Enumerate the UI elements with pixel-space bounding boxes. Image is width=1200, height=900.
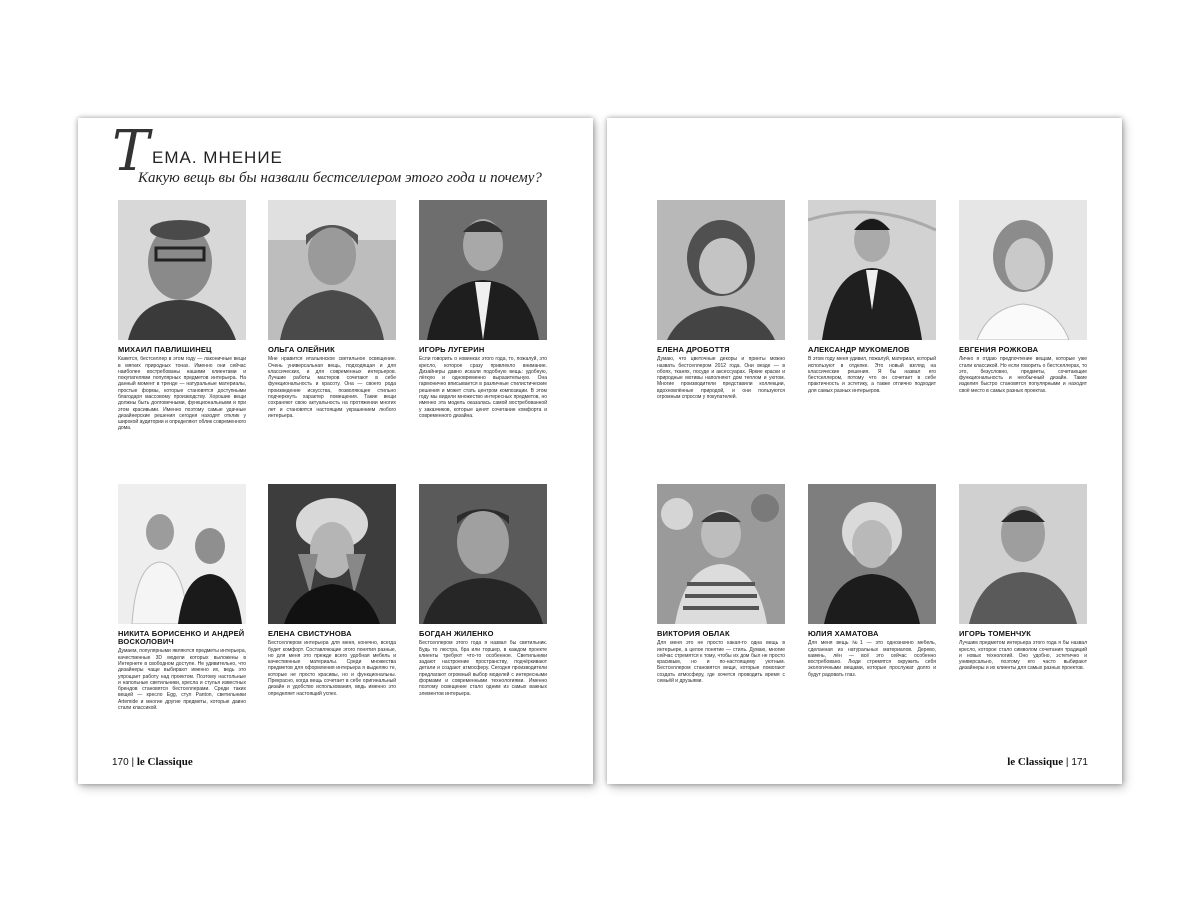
portrait-photo	[959, 200, 1087, 340]
person-answer: Бестселлером этого года я назвал бы светильник. Будь то люстра, бра или торшер, в каждом проекте клиенты требуют что-то особенное. Светильники задают настроение пространству, подчёркивают детали и создают атмосферу. Сегодня производители предлагают огромный выбор моделей с интересными формами и современными технологиями. Именно поэтому освещение стало одним из самых важных элементов интерьера.	[419, 640, 547, 697]
portrait-photo	[419, 484, 547, 624]
page-number: 170	[112, 757, 129, 768]
person-name: БОГДАН ЖИЛЕНКО	[419, 629, 494, 638]
person-name: НИКИТА БОРИСЕНКО И АНДРЕЙ ВОСКОЛОВИЧ	[118, 629, 245, 647]
portrait-photo	[419, 200, 547, 340]
person-card	[419, 200, 547, 496]
portrait-photo	[657, 484, 785, 624]
left-magazine-page	[78, 118, 593, 784]
survey-question: Какую вещь вы бы назвали бестселлером этого года и почему?	[138, 170, 542, 186]
heading-initial: Т	[112, 119, 150, 184]
portrait-photo	[118, 200, 246, 340]
person-name: ЕЛЕНА СВИСТУНОВА	[268, 629, 352, 638]
person-name: МИХАИЛ ПАВЛИШИНЕЦ	[118, 345, 212, 354]
person-card	[419, 484, 547, 780]
person-name: ИГОРЬ ТОМЕНЧУК	[959, 629, 1032, 638]
right-magazine-page	[607, 118, 1122, 784]
person-answer: Бестселлером интерьера для меня, конечно, всегда будет комфорт. Составляющие этого понятия разные, но для меня это прежде всего удобная мебель и качественные материалы. Среди множества предметов для оформления интерьера я выделяю те, которые не просто красивы, но и функциональны. Прекрасно, когда вещь сочетает в себе оригинальный дизайн и удобство использования, ведь именно это определяет настоящий успех.	[268, 640, 396, 697]
person-answer: Для меня вещь №1 — это однозначно мебель, сделанная из натуральных материалов. Дерево, камень, лён — всё это сейчас особенно востребовано. Люди стремятся окружить себя экологичными вещами, которые прослужат долго и будут радовать глаз.	[808, 640, 936, 678]
person-name: ЕЛЕНА ДРОБОТТЯ	[657, 345, 730, 354]
person-card	[118, 484, 246, 784]
person-name: ИГОРЬ ЛУГЕРИН	[419, 345, 485, 354]
portrait-photo	[118, 484, 246, 624]
person-answer: В этом году меня удивил, пожалуй, материал, который используют в отделке. Это новый взгляд на классические решения. Я бы назвал его бестселлером, потому что он сочетает в себе практичность и эстетику, а также отлично подходит для самых разных интерьеров.	[808, 356, 936, 394]
person-name: ВИКТОРИЯ ОБЛАК	[657, 629, 730, 638]
page-footer	[112, 756, 193, 768]
portrait-photo	[959, 484, 1087, 624]
person-answer: Мне нравится итальянское светильное освещение. Очень универсальная вещь, подходящая и для классических, и для современных интерьеров. Лучшие работы мастеров сочетают в себе функциональность и красоту. Она — своего рода произведение искусства, позволяющее стильно подчеркнуть характер помещения. Такие вещи сохраняют свою актуальность на протяжении многих лет и становятся настоящим украшением любого интерьера.	[268, 356, 396, 419]
portrait-photo	[808, 200, 936, 340]
person-answer: Лично я отдаю предпочтение вещам, которые уже стали классикой. Но если говорить о бестселлерах, то это, безусловно, предметы, сочетающие функциональность и необычный дизайн. Такие изделия быстро становятся популярными и находят своё место в самых разных проектах.	[959, 356, 1087, 394]
person-card	[959, 484, 1087, 780]
portrait-photo	[268, 200, 396, 340]
magazine-logo: le Classique	[1007, 756, 1064, 768]
person-name: ОЛЬГА ОЛЕЙНИК	[268, 345, 335, 354]
person-name: ЕВГЕНИЯ РОЖКОВА	[959, 345, 1039, 354]
person-card	[808, 200, 936, 496]
person-answer: Для меня это не просто какая-то одна вещь в интерьере, а целое понятие — стиль. Думаю, многие сейчас стремятся к тому, чтобы их дом был не просто красивым, но и по-настоящему уютным. Бестселлером становятся вещи, которые помогают создать атмосферу, где хочется проводить время с семьёй и друзьями.	[657, 640, 785, 684]
page-footer	[1007, 756, 1088, 768]
footer-separator: |	[1065, 757, 1072, 768]
portrait-photo	[657, 200, 785, 340]
person-answer: Кажется, бестселлер в этом году — лаконичные вещи в мягких природных тонах. Именно они сейчас наиболее востребованы нашими клиентами и покупателями популярных предметов интерьера. На данный момент в тренде — натуральные материалы, простые формы, которые становятся доступными благодаря массовому производству. Хорошие вещи должны быть долговечными, функциональными и при этом красивыми. Именно поэтому самые удачные дизайнерские решения сегодня находят отклик у широкой аудитории и определяют облик современного дома.	[118, 356, 246, 432]
portrait-photo	[808, 484, 936, 624]
portrait-photo	[268, 484, 396, 624]
page-number: 171	[1071, 757, 1088, 768]
person-card	[657, 484, 785, 780]
person-card	[959, 200, 1087, 496]
footer-separator: |	[131, 757, 137, 768]
person-name: ЮЛИЯ ХАМАТОВА	[808, 629, 879, 638]
person-card	[268, 200, 396, 496]
person-answer: Лучшим предметом интерьера этого года я бы назвал кресло, которое стало символом сочетания традиций и новых технологий. Оно удобно, эстетично и универсально, поэтому его часто выбирают дизайнеры и их клиенты для самых разных проектов.	[959, 640, 1087, 672]
person-card	[118, 200, 246, 496]
person-card	[268, 484, 396, 780]
person-answer: Думаем, популярными являются предметы интерьера, качественные 3D модели которых выложены в Интернете в свободном доступе. Не удивительно, что дизайнеры чаще выбирают именно их, ведь это упрощает работу над проектом. Поэтому настольные и напольные светильники, кресла и стулья известных брендов становятся бестселлерами. Среди таких вещей — кресло Egg, стул Panton, светильники Artemide и многие другие предметы, которые давно стали классикой.	[118, 648, 246, 712]
magazine-logo: le Classique	[136, 756, 193, 768]
person-card	[808, 484, 936, 780]
person-card	[657, 200, 785, 496]
heading-title: ЕМА. МНЕНИЕ	[152, 148, 283, 167]
person-name: АЛЕКСАНДР МУКОМЕЛОВ	[808, 345, 910, 354]
person-answer: Если говорить о новинках этого года, то, пожалуй, это кресло, которое сразу привлекло внимание. Дизайнеры давно искали подобную вещь: удобную, лёгкую и одновременно выразительную. Она гармонично вписывается в различные стилистические решения и может стать центром композиции. В этом году мы видели множество интересных предметов, но именно эта модель оказалась самой востребованной у заказчиков, которые ценят сочетание комфорта и современного дизайна.	[419, 356, 547, 419]
person-answer: Думаю, что цветочные декоры и принты можно назвать бестселлером 2012 года. Они везде — в обоях, тканях, посуде и аксессуарах. Яркие краски и природные мотивы наполняют дом теплом и уютом. Многие производители представили коллекции, вдохновлённые природой, и они пользуются огромным спросом у покупателей.	[657, 356, 785, 400]
